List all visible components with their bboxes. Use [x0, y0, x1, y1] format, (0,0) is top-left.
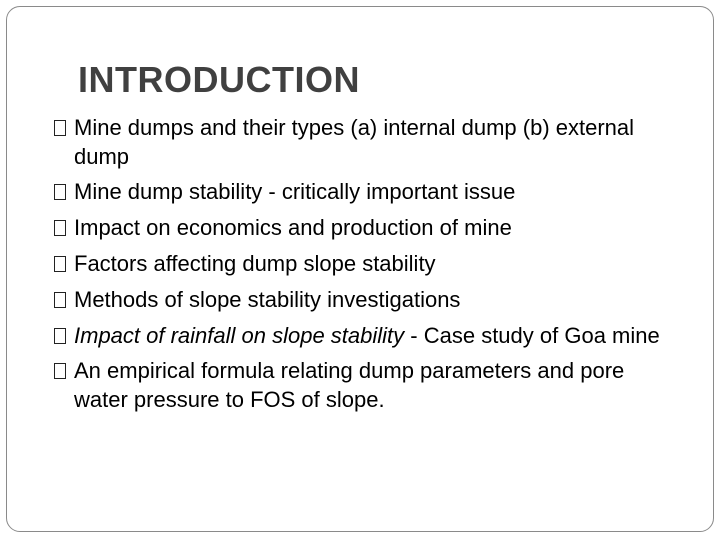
bullet-item	[54, 285, 684, 314]
bullet-item	[54, 249, 684, 278]
bullet-item	[54, 213, 684, 242]
bullet-item	[54, 177, 684, 206]
bullet-text: Mine dump stability - critically important issue	[74, 179, 516, 204]
bullet-text: - Case study of Goa mine	[404, 323, 660, 348]
bullet-item	[54, 356, 684, 414]
bullet-marker-icon	[54, 363, 66, 379]
bullet-marker-icon	[54, 220, 66, 236]
bullet-marker-icon	[54, 256, 66, 272]
bullet-marker-icon	[54, 328, 66, 344]
bullet-list	[54, 113, 684, 420]
slide-title: INTRODUCTION	[78, 59, 360, 100]
bullet-text: Impact on economics and production of mine	[74, 215, 512, 240]
bullet-text: Factors affecting dump slope stability	[74, 251, 436, 276]
bullet-marker-icon	[54, 292, 66, 308]
bullet-italic-text: Impact of rainfall on slope stability	[74, 323, 405, 348]
bullet-text: Methods of slope stability investigations	[74, 287, 461, 312]
bullet-marker-icon	[54, 184, 66, 200]
bullet-item	[54, 113, 684, 171]
bullet-marker-icon	[54, 120, 66, 136]
bullet-text: An empirical formula relating dump parameters and pore water pressure to FOS of slope.	[74, 358, 625, 412]
bullet-item	[54, 321, 684, 350]
bullet-text: Mine dumps and their types (a) internal dump (b) external dump	[74, 115, 635, 169]
